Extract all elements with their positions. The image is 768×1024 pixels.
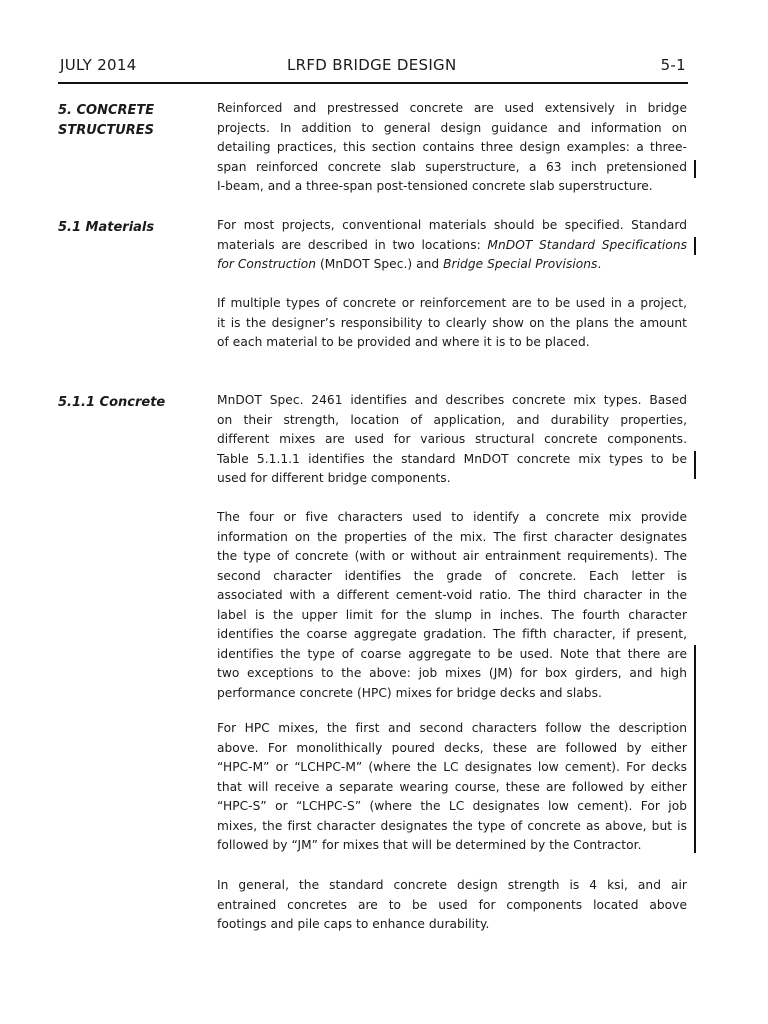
text-line: for Construction (MnDOT Spec.) and Bridge Special Provisions.: [217, 257, 602, 271]
revision-bar: [694, 160, 696, 178]
paragraph-design-strength: [217, 876, 687, 935]
text-line: mixes, the first character designates the type of concrete as above, but is: [217, 818, 687, 833]
text-line: For most projects, conventional materials should be specified. Standard: [217, 218, 687, 232]
text-line: projects. In addition to general design guidance and information on: [217, 120, 687, 135]
text-line: second character identifies the grade of concrete. Each letter is: [217, 568, 687, 583]
header-title: LRFD BRIDGE DESIGN: [287, 56, 457, 74]
text-line: performance concrete (HPC) mixes for bridge decks and slabs.: [217, 685, 602, 700]
paragraph-intro: [217, 99, 687, 197]
text-line: associated with a different cement-void ratio. The third character in the: [217, 588, 687, 602]
text-line: label is the upper limit for the slump in inches. The fourth character: [217, 607, 687, 622]
paragraph-materials: [217, 216, 687, 275]
text-line: the type of concrete (with or without air entrainment requirements). The: [217, 549, 687, 563]
text-line: For HPC mixes, the first and second characters follow the description: [217, 721, 687, 735]
heading-line: 5. CONCRETE: [58, 103, 155, 118]
revision-bar: [694, 237, 696, 255]
text-line: footings and pile caps to enhance durability.: [217, 917, 490, 931]
revision-bar: [694, 451, 696, 479]
text-line: it is the designer’s responsibility to clearly show on the plans the amount: [217, 315, 687, 330]
text-line: followed by “JM” for mixes that will be determined by the Contractor.: [217, 838, 642, 852]
header-page-number: 5-1: [660, 56, 686, 74]
paragraph-mix-characters: [217, 508, 687, 703]
section-heading-concrete-structures: [58, 101, 154, 140]
text-line: of each material to be provided and where it is to be placed.: [217, 335, 590, 349]
text-line: If multiple types of concrete or reinforcement are to be used in a project,: [217, 296, 687, 310]
text-line: different mixes are used for various structural concrete components.: [217, 432, 687, 446]
text-line: that will receive a separate wearing course, these are followed by either: [217, 779, 687, 794]
text-line: entrained concretes are to be used for components located above: [217, 897, 687, 912]
text-line: Table 5.1.1.1 identifies the standard MnDOT concrete mix types to be: [217, 451, 687, 466]
text-line: Reinforced and prestressed concrete are used extensively in bridge: [217, 101, 687, 115]
header-rule: [58, 82, 688, 84]
header-date: JULY 2014: [60, 56, 137, 74]
text-line: materials are described in two locations: MnDOT Standard Specifications: [217, 237, 687, 252]
text-line: identifies the coarse aggregate gradation. The fifth character, if present,: [217, 627, 687, 641]
paragraph-multiple-types: [217, 294, 687, 353]
text-line: MnDOT Spec. 2461 identifies and describes concrete mix types. Based: [217, 393, 687, 407]
text-line: above. For monolithically poured decks, these are followed by either: [217, 740, 687, 755]
text-line: on their strength, location of application, and durability properties,: [217, 412, 687, 427]
heading-line: 5.1.1 Concrete: [58, 395, 166, 410]
heading-line: STRUCTURES: [58, 122, 155, 138]
text-line: “HPC-S” or “LCHPC-S” (where the LC designates low cement). For job: [217, 799, 687, 813]
text-line: “HPC-M” or “LCHPC-M” (where the LC designates low cement). For decks: [217, 760, 687, 774]
paragraph-mix-types: [217, 391, 687, 489]
text-line: detailing practices, this section contains three design examples: a three-: [217, 140, 687, 154]
text-line: identifies the type of coarse aggregate to be used. Note that there are: [217, 646, 687, 661]
section-heading-concrete: [58, 393, 165, 413]
page-header: [60, 56, 686, 80]
revision-bar: [694, 645, 696, 853]
text-line: The four or five characters used to identify a concrete mix provide: [217, 510, 687, 524]
text-line: span reinforced concrete slab superstructure, a 63 inch pretensioned: [217, 159, 687, 174]
heading-line: 5.1 Materials: [58, 220, 155, 235]
text-line: In general, the standard concrete design strength is 4 ksi, and air: [217, 878, 687, 892]
text-line: used for different bridge components.: [217, 471, 451, 485]
text-line: two exceptions to the above: job mixes (JM) for box girders, and high: [217, 666, 687, 680]
paragraph-hpc-mixes: [217, 719, 687, 856]
section-heading-materials: [58, 218, 154, 238]
text-line: information on the properties of the mix. The first character designates: [217, 529, 687, 544]
text-line: I-beam, and a three-span post-tensioned concrete slab superstructure.: [217, 179, 653, 193]
